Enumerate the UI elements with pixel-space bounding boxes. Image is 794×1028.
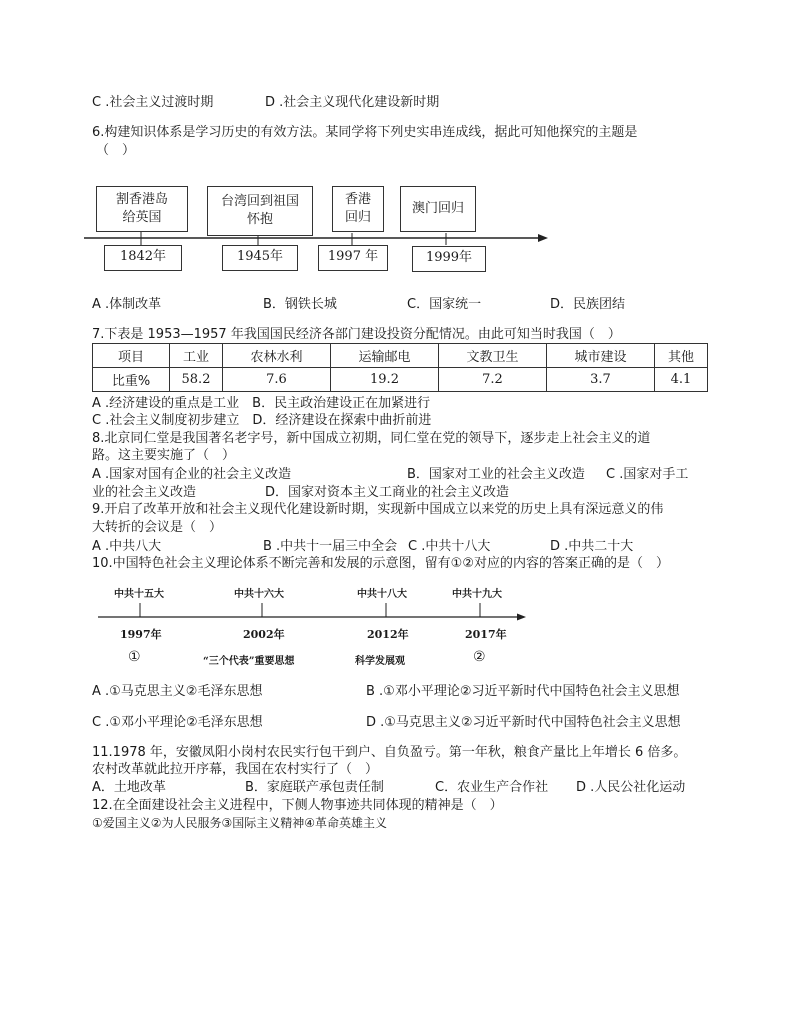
q8-option-c: C .国家对手工	[606, 467, 689, 482]
q9-line1: 9.开启了改革开放和社会主义现代化建设新时期，实现新中国成立以来党的历史上具有深远意义的伟	[92, 502, 664, 517]
year-box-1999: 1999年	[412, 246, 486, 272]
q7-stem: 7.下表是 1953—1957 年我国国民经济各部门建设投资分配情况。由此可知当时我国（ ）	[92, 327, 621, 342]
q9-line2: 大转折的会议是（ ）	[92, 520, 223, 535]
table-header-cell: 其他	[655, 344, 708, 368]
timeline-note-three-represents: “三个代表”重要思想	[203, 656, 295, 667]
table-header-cell: 城市建设	[547, 344, 655, 368]
q9-option-a: A .中共八大	[92, 539, 162, 554]
event-line1: 台湾回到祖国	[220, 194, 299, 209]
event-line2: 回归	[344, 210, 371, 225]
timeline-label-19th: 中共十九大	[452, 589, 502, 600]
timeline-year-1997: 1997年	[120, 628, 162, 641]
timeline-label-18th: 中共十八大	[357, 589, 407, 600]
timeline-year-2012: 2012年	[367, 628, 409, 641]
table-cell: 3.7	[547, 368, 655, 392]
q7-options-line2: C .社会主义制度初步建立 D．经济建设在探索中曲折前进	[92, 413, 432, 428]
q8-option-d: D．国家对资本主义工商业的社会主义改造	[265, 485, 510, 500]
q6-option-d: D．民族团结	[550, 297, 626, 312]
timeline-year-2002: 2002年	[243, 628, 285, 641]
q8-option-b: B．国家对工业的社会主义改造	[407, 467, 585, 482]
q5-option-c: C .社会主义过渡时期	[92, 95, 214, 110]
q9-option-c: C .中共十八大	[408, 539, 491, 554]
table-header-cell: 运输邮电	[331, 344, 439, 368]
q10-stem: 10.中国特色社会主义理论体系不断完善和发展的示意图，留有①②对应的内容的答案正确的是（ ）	[92, 556, 669, 571]
q11-option-c: C．农业生产合作社	[435, 780, 549, 795]
table-cell: 4.1	[655, 368, 708, 392]
q10-option-a: A .①马克思主义②毛泽东思想	[92, 684, 263, 699]
year-box-1842: 1842年	[104, 245, 182, 271]
table-header-cell: 项目	[93, 344, 170, 368]
q6-option-c: C．国家统一	[407, 297, 482, 312]
q9-option-b: B .中共十一届三中全会	[263, 539, 398, 554]
event-line1: 香港	[344, 192, 371, 207]
table-cell: 19.2	[331, 368, 439, 392]
q10-option-c: C .①邓小平理论②毛泽东思想	[92, 715, 263, 730]
table-header-cell: 农林水利	[223, 344, 331, 368]
year-box-1945: 1945年	[222, 245, 298, 271]
q11-option-b: B．家庭联产承包责任制	[245, 780, 384, 795]
timeline-blank-1: ①	[128, 649, 141, 665]
q11-option-d: D .人民公社化运动	[576, 780, 686, 795]
table-cell: 58.2	[170, 368, 223, 392]
q11-option-a: A．土地改革	[92, 780, 166, 795]
event-line2: 给英国	[122, 210, 162, 225]
q12-stem: 12.在全面建设社会主义进程中，下侧人物事迹共同体现的精神是（ ）	[92, 798, 503, 813]
q8-option-c-cont: 业的社会主义改造	[92, 485, 197, 500]
q11-line2: 农村改革就此拉开序幕，我国在农村实行了（ ）	[92, 762, 379, 777]
timeline-year-2017: 2017年	[465, 628, 507, 641]
event-line1: 割香港岛	[115, 192, 168, 207]
q8-line1: 8.北京同仁堂是我国著名老字号，新中国成立初期，同仁堂在党的领导下，逐步走上社会主义的道	[92, 431, 651, 446]
q8-option-a: A .国家对国有企业的社会主义改造	[92, 467, 292, 482]
q6-option-a: A .体制改革	[92, 297, 162, 312]
timeline-note-scientific-development: 科学发展观	[355, 656, 405, 667]
timeline-label-15th: 中共十五大	[114, 589, 164, 600]
q6-paren: （ ）	[96, 143, 136, 158]
q6-option-b: B．钢铁长城	[263, 297, 337, 312]
q6-stem: 6.构建知识体系是学习历史的有效方法。某同学将下列史实串连成线，据此可知他探究的主题是	[92, 125, 638, 140]
q7-options-line1: A .经济建设的重点是工业 B．民主政治建设正在加紧进行	[92, 396, 431, 411]
table-header-cell: 工业	[170, 344, 223, 368]
q12-items: ①爱国主义②为人民服务③国际主义精神④革命英雄主义	[92, 816, 388, 830]
table-cell: 7.2	[439, 368, 547, 392]
timeline-label-16th: 中共十六大	[234, 589, 284, 600]
year-box-1997: 1997 年	[318, 245, 388, 271]
table-cell: 7.6	[223, 368, 331, 392]
q10-option-d: D .①马克思主义②习近平新时代中国特色社会主义思想	[366, 715, 681, 730]
event-line1: 澳门回归	[411, 201, 464, 216]
event-line2: 怀抱	[246, 212, 273, 227]
q10-option-b: B .①邓小平理论②习近平新时代中国特色社会主义思想	[366, 684, 680, 699]
table-header-cell: 文教卫生	[439, 344, 547, 368]
timeline-blank-2: ②	[473, 649, 486, 665]
q11-line1: 11.1978 年，安徽凤阳小岗村农民实行包干到户、自负盈亏。第一年秋，粮食产量比上年增长 6 倍多。	[92, 745, 687, 760]
table-cell: 比重%	[93, 368, 170, 392]
q8-line2: 路。这主要实施了（ ）	[92, 448, 236, 463]
q5-option-d: D .社会主义现代化建设新时期	[265, 95, 440, 110]
q9-option-d: D .中共二十大	[550, 539, 634, 554]
